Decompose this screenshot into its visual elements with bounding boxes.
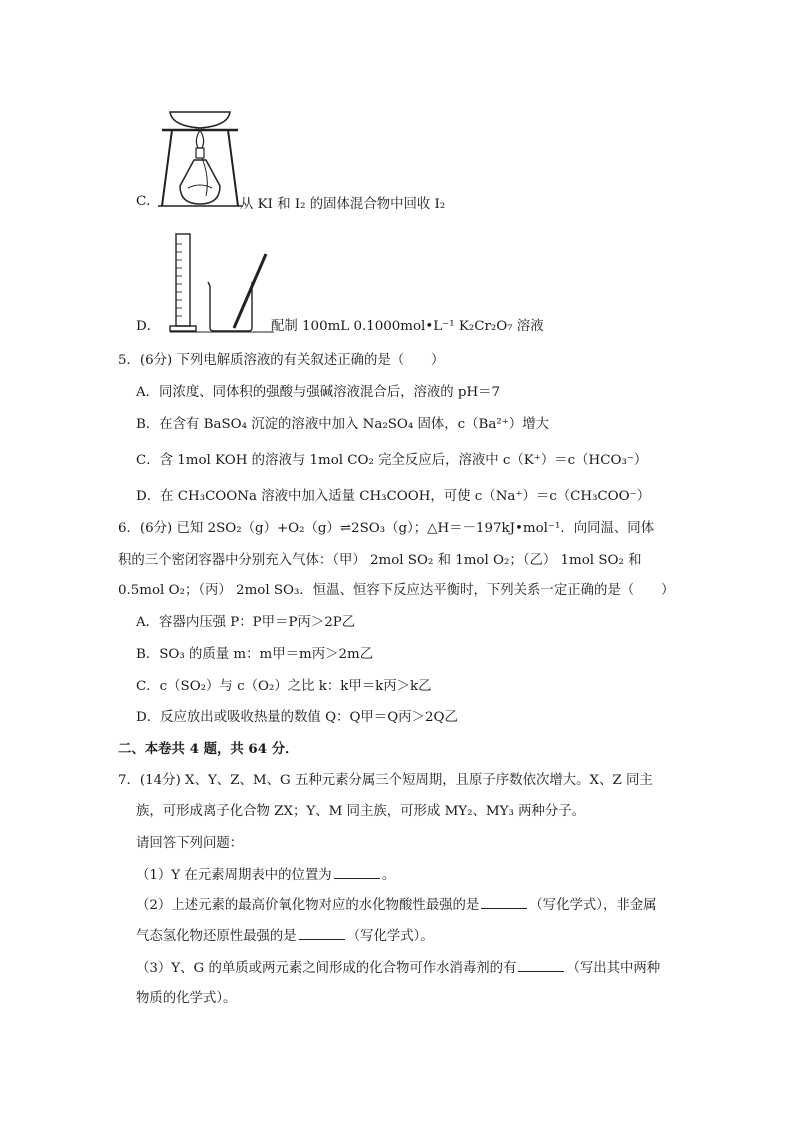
answer-blank-2[interactable] (481, 896, 527, 909)
q7-stem-line1: 7．(14分) X、Y、Z、M、G 五种元素分属三个短周期，且原子序数依次增大。X、Z 同主 (118, 773, 653, 788)
q6-option-d: D．反应放出或吸收热量的数值 Q：Q甲＝Q丙＞2Q乙 (136, 710, 458, 725)
q7-sub2a-text: （2）上述元素的最高价氧化物对应的水化物酸性最强的是 (136, 898, 480, 913)
q4-option-d-text: 配制 100mL 0.1000mol•L⁻¹ K₂Cr₂O₇ 溶液 (271, 319, 544, 334)
q4-option-c-text: 从 KI 和 I₂ 的固体混合物中回收 I₂ (240, 197, 446, 212)
q6-stem-line1: 6．(6分) 已知 2SO₂（g）+O₂（g）⇌2SO₃（g）；△H＝－197kJ•mol⁻¹．向同温、同体 (118, 521, 655, 536)
q7-sub1 (136, 866, 395, 885)
q7-sub3a-end: （写出其中两种 (566, 961, 661, 976)
q7-sub3a (136, 959, 660, 978)
q7-sub2b (136, 927, 434, 946)
section-2-title: 二、本卷共 4 题，共 64 分． (118, 741, 299, 757)
q7-sub3a-text: （3）Y、G 的单质或两元素之间形成的化合物可作水消毒剂的有 (136, 961, 517, 976)
q5-option-b: B．在含有 BaSO₄ 沉淀的溶液中加入 Na₂SO₄ 固体，c（Ba²⁺）增大 (136, 417, 549, 432)
q6-stem-line3: 0.5mol O₂；（丙） 2mol SO₃．恒温、恒容下反应达平衡时，下列关系一定正确的是（ ） (118, 583, 675, 598)
q4-option-c (136, 193, 160, 211)
q7-stem-line2: 族，可形成离子化合物 ZX；Y、M 同主族，可形成 MY₂、MY₃ 两种分子。 (136, 804, 586, 819)
answer-blank-4[interactable] (518, 959, 564, 972)
q6-option-a: A．容器内压强 P：P甲＝P丙＞2P乙 (136, 615, 356, 630)
q4-option-d-letter: D． (136, 319, 161, 334)
sublimation-apparatus-figure (158, 108, 243, 210)
q4-option-c-letter: C． (136, 194, 160, 209)
q7-sub1-end: 。 (381, 868, 396, 883)
answer-blank-1[interactable] (334, 866, 380, 879)
q4-option-d (136, 318, 160, 336)
q7-sub2a-end: （写化学式），非金属 (529, 898, 657, 913)
q5-option-d: D．在 CH₃COONa 溶液中加入适量 CH₃COOH，可使 c（Na⁺）＝c（CH₃COO⁻） (136, 489, 651, 504)
q7-sub2b-text: 气态氢化物还原性最强的是 (136, 929, 297, 944)
q7-sub1-text: （1）Y 在元素周期表中的位置为 (136, 868, 332, 883)
q7-sub2a (136, 896, 657, 915)
answer-blank-3[interactable] (299, 927, 345, 940)
q5-stem: 5．(6分) 下列电解质溶液的有关叙述正确的是（ ） (118, 353, 445, 368)
q7-prompt: 请回答下列问题： (136, 836, 244, 851)
q7-sub3b: 物质的化学式）。 (136, 991, 237, 1006)
solution-preparation-figure (170, 232, 274, 334)
q6-option-c: C．c（SO₂）与 c（O₂）之比 k：k甲＝k丙＞k乙 (136, 679, 432, 694)
q5-option-c: C．含 1mol KOH 的溶液与 1mol CO₂ 完全反应后，溶液中 c（K⁺）＝c（HCO₃⁻） (136, 453, 648, 468)
q7-sub2b-end: （写化学式）。 (346, 929, 434, 944)
q6-stem-line2: 积的三个密闭容器中分别充入气体：（甲） 2mol SO₂ 和 1mol O₂；（乙） 1mol SO₂ 和 (118, 553, 642, 568)
q6-option-b: B．SO₃ 的质量 m：m甲＝m丙＞2m乙 (136, 647, 374, 662)
q5-option-a: A．同浓度、同体积的强酸与强碱溶液混合后，溶液的 pH＝7 (136, 385, 501, 400)
